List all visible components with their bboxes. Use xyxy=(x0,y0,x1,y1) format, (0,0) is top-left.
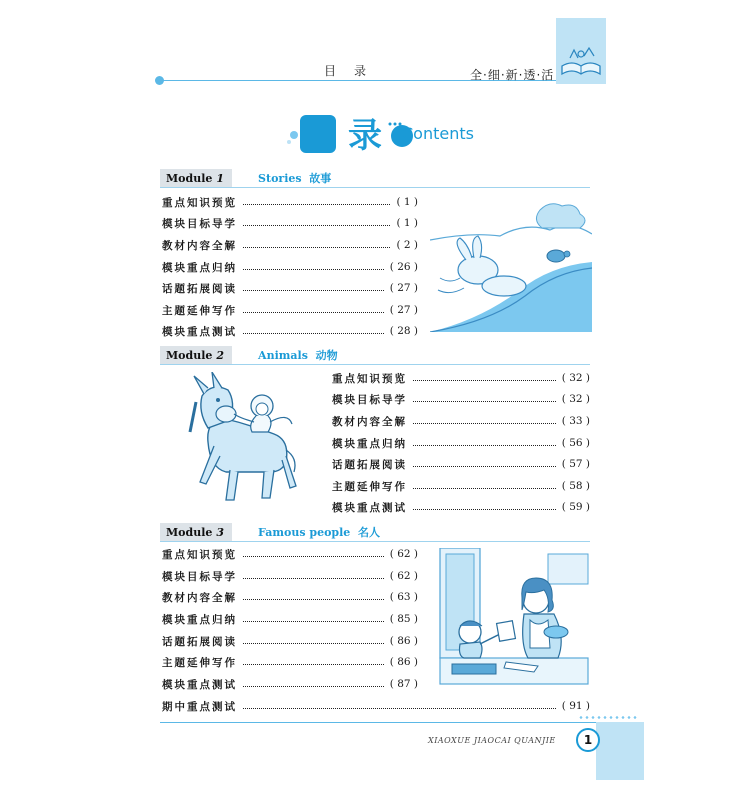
toc-entry-midterm[interactable]: 期中重点测试 ( 91 ) xyxy=(162,700,590,713)
contents-title-en: Contents xyxy=(402,124,474,143)
footer-rule xyxy=(160,722,640,723)
toc-entry[interactable]: 模块重点归纳 ( 26 ) xyxy=(162,261,418,274)
rabbit-tortoise-illustration xyxy=(430,200,592,332)
toc-entry[interactable]: 主题延伸写作 ( 27 ) xyxy=(162,304,418,317)
module-3-tag: Module 3 xyxy=(160,523,232,541)
footer-tab xyxy=(596,722,644,780)
toc-entry[interactable]: 模块重点测试 ( 28 ) xyxy=(162,325,418,338)
toc-entry[interactable]: 教材内容全解 ( 2 ) xyxy=(162,239,418,252)
module-2-rule xyxy=(160,364,590,365)
toc-entry[interactable]: 主题延伸写作 ( 58 ) xyxy=(332,480,590,493)
module-2-bar xyxy=(160,346,338,364)
toc-entry[interactable]: 模块重点归纳 ( 85 ) xyxy=(162,613,418,626)
module-2-topic: Animals 动物 xyxy=(258,349,338,362)
module-1-tag: Module 1 xyxy=(160,169,232,187)
footer-series: XIAOXUE JIAOCAI QUANJIE xyxy=(428,736,556,745)
module-3-bar xyxy=(160,523,380,541)
header-dot-left xyxy=(155,76,164,85)
toc-entry[interactable]: 模块重点归纳 ( 56 ) xyxy=(332,437,590,450)
toc-entry[interactable]: 重点知识预览 ( 62 ) xyxy=(162,548,418,561)
toc-entry[interactable]: 教材内容全解 ( 63 ) xyxy=(162,591,418,604)
toc-entry[interactable]: 话题拓展阅读 ( 86 ) xyxy=(162,635,418,648)
toc-entry[interactable]: 模块重点测试 ( 59 ) xyxy=(332,501,590,514)
module-3-rule xyxy=(160,541,590,542)
toc-entry[interactable]: 主题延伸写作 ( 86 ) xyxy=(162,656,418,669)
module-1-bar xyxy=(160,169,331,187)
book-logo-icon xyxy=(556,44,606,80)
header-slogan: 全·细·新·透·活 xyxy=(470,68,555,82)
toc-entry[interactable]: 重点知识预览 ( 32 ) xyxy=(332,372,590,385)
toc-entry[interactable]: 模块目标导学 ( 1 ) xyxy=(162,217,418,230)
contents-title-zh: 目录 xyxy=(300,116,396,156)
module-1-rule xyxy=(160,187,590,188)
toc-entry[interactable]: 模块目标导学 ( 62 ) xyxy=(162,570,418,583)
header-title: 目 录 xyxy=(324,64,370,78)
module-2-tag: Module 2 xyxy=(160,346,232,364)
module-1-topic: Stories 故事 xyxy=(258,172,332,185)
toc-entry[interactable]: 模块重点测试 ( 87 ) xyxy=(162,678,418,691)
toc-entry[interactable]: 重点知识预览 ( 1 ) xyxy=(162,196,418,209)
toc-entry[interactable]: 话题拓展阅读 ( 57 ) xyxy=(332,458,590,471)
toc-entry[interactable]: 话题拓展阅读 ( 27 ) xyxy=(162,282,418,295)
footer-dots xyxy=(578,716,638,719)
module-3-topic: Famous people 名人 xyxy=(258,526,380,539)
page-number: 1 xyxy=(576,728,600,752)
toc-entry[interactable]: 教材内容全解 ( 33 ) xyxy=(332,415,590,428)
donkey-monkey-illustration xyxy=(178,372,308,506)
toc-entry[interactable]: 模块目标导学 ( 32 ) xyxy=(332,393,590,406)
kitchen-illustration xyxy=(438,548,590,686)
